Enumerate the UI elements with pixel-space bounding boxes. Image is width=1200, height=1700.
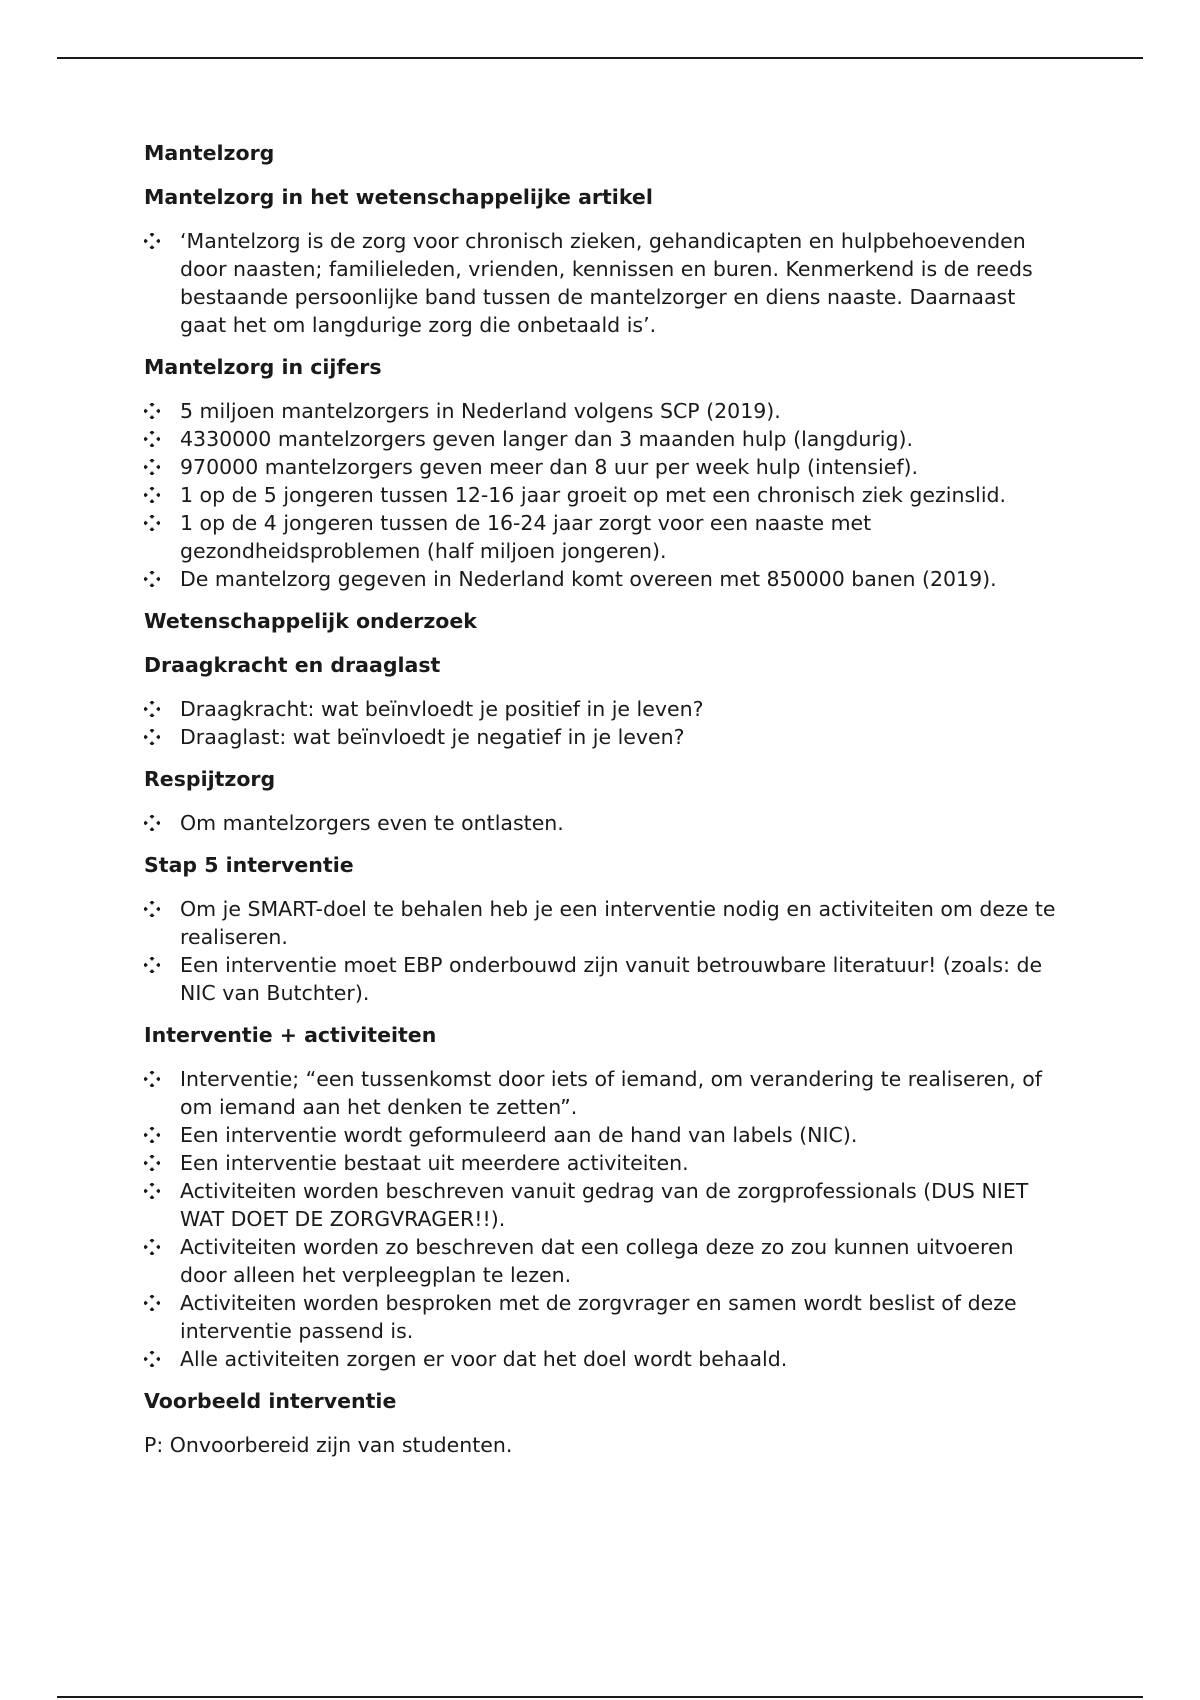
section-heading: Stap 5 interventie	[144, 853, 354, 877]
document-body	[144, 139, 1064, 1473]
diamond-bullet-icon	[144, 701, 160, 717]
list-item-text: 1 op de 5 jongeren tussen 12-16 jaar groeit op met een chronisch ziek gezinslid.	[180, 483, 1007, 507]
list-item-text: Alle activiteiten zorgen er voor dat het doel wordt behaald.	[180, 1347, 788, 1371]
list-item-text: Draagkracht: wat beïnvloedt je positief in je leven?	[180, 697, 704, 721]
diamond-bullet-icon	[144, 901, 160, 917]
list-item	[144, 453, 1064, 481]
list-item-text: 5 miljoen mantelzorgers in Nederland volgens SCP (2019).	[180, 399, 781, 423]
diamond-bullet-icon	[144, 487, 160, 503]
list-item	[144, 227, 1064, 339]
list-item	[144, 951, 1064, 1007]
list-item-text: 4330000 mantelzorgers geven langer dan 3 maanden hulp (langdurig).	[180, 427, 913, 451]
list-item-text: Om je SMART-doel te behalen heb je een interventie nodig en activiteiten om deze te realiseren.	[180, 897, 1056, 949]
paragraph: P: Onvoorbereid zijn van studenten.	[144, 1433, 513, 1457]
list-item	[144, 1121, 1064, 1149]
bullet-list	[144, 227, 1064, 339]
list-item-text: Een interventie wordt geformuleerd aan de hand van labels (NIC).	[180, 1123, 858, 1147]
list-item-text: Activiteiten worden zo beschreven dat een collega deze zo zou kunnen uitvoeren door alleen het verpleegplan te lezen.	[180, 1235, 1014, 1287]
list-item	[144, 565, 1064, 593]
diamond-bullet-icon	[144, 957, 160, 973]
footer-rule	[57, 1696, 1143, 1698]
list-item-text: Interventie; “een tussenkomst door iets of iemand, om verandering te realiseren, of om iemand aan het denken te zetten”.	[180, 1067, 1043, 1119]
header-rule	[57, 57, 1143, 59]
section-heading: Draagkracht en draaglast	[144, 653, 441, 677]
diamond-bullet-icon	[144, 1351, 160, 1367]
section-heading: Voorbeeld interventie	[144, 1389, 397, 1413]
section-heading: Mantelzorg in het wetenschappelijke artikel	[144, 185, 653, 209]
list-item	[144, 1177, 1064, 1233]
list-item	[144, 1289, 1064, 1345]
diamond-bullet-icon	[144, 431, 160, 447]
list-item-text: Om mantelzorgers even te ontlasten.	[180, 811, 564, 835]
list-item	[144, 1065, 1064, 1121]
list-item-text: ‘Mantelzorg is de zorg voor chronisch zieken, gehandicapten en hulpbehoevenden door naasten; familieleden, vrienden, kennissen en buren. Kenmerkend is de reeds bestaande persoonlijke band tussen de mantelzorger en diens naaste. Daarnaast gaat het om langdurige zorg die onbetaald is’.	[180, 229, 1033, 337]
list-item-text: De mantelzorg gegeven in Nederland komt overeen met 850000 banen (2019).	[180, 567, 997, 591]
section-heading: Mantelzorg in cijfers	[144, 355, 382, 379]
list-item	[144, 809, 1064, 837]
list-item	[144, 1233, 1064, 1289]
list-item	[144, 695, 1064, 723]
list-item	[144, 481, 1064, 509]
list-item-text: 1 op de 4 jongeren tussen de 16-24 jaar zorgt voor een naaste met gezondheidsproblemen (half miljoen jongeren).	[180, 511, 872, 563]
diamond-bullet-icon	[144, 1155, 160, 1171]
diamond-bullet-icon	[144, 815, 160, 831]
diamond-bullet-icon	[144, 729, 160, 745]
diamond-bullet-icon	[144, 459, 160, 475]
list-item-text: Activiteiten worden besproken met de zorgvrager en samen wordt beslist of deze interventie passend is.	[180, 1291, 1017, 1343]
diamond-bullet-icon	[144, 515, 160, 531]
diamond-bullet-icon	[144, 233, 160, 249]
diamond-bullet-icon	[144, 1127, 160, 1143]
bullet-list	[144, 695, 1064, 751]
list-item	[144, 723, 1064, 751]
list-item-text: Een interventie moet EBP onderbouwd zijn vanuit betrouwbare literatuur! (zoals: de NIC van Butchter).	[180, 953, 1043, 1005]
list-item	[144, 1149, 1064, 1177]
diamond-bullet-icon	[144, 1183, 160, 1199]
list-item-text: Draaglast: wat beïnvloedt je negatief in je leven?	[180, 725, 685, 749]
list-item-text: 970000 mantelzorgers geven meer dan 8 uur per week hulp (intensief).	[180, 455, 919, 479]
bullet-list	[144, 1065, 1064, 1373]
section-heading: Wetenschappelijk onderzoek	[144, 609, 477, 633]
diamond-bullet-icon	[144, 1239, 160, 1255]
section-heading: Respijtzorg	[144, 767, 276, 791]
list-item	[144, 895, 1064, 951]
section-heading: Mantelzorg	[144, 141, 275, 165]
bullet-list	[144, 809, 1064, 837]
bullet-list	[144, 397, 1064, 593]
list-item-text: Een interventie bestaat uit meerdere activiteiten.	[180, 1151, 689, 1175]
list-item	[144, 1345, 1064, 1373]
diamond-bullet-icon	[144, 1071, 160, 1087]
list-item	[144, 397, 1064, 425]
diamond-bullet-icon	[144, 1295, 160, 1311]
diamond-bullet-icon	[144, 403, 160, 419]
list-item-text: Activiteiten worden beschreven vanuit gedrag van de zorgprofessionals (DUS NIET WAT DOET DE ZORGVRAGER!!).	[180, 1179, 1029, 1231]
diamond-bullet-icon	[144, 571, 160, 587]
section-heading: Interventie + activiteiten	[144, 1023, 437, 1047]
list-item	[144, 425, 1064, 453]
bullet-list	[144, 895, 1064, 1007]
list-item	[144, 509, 1064, 565]
